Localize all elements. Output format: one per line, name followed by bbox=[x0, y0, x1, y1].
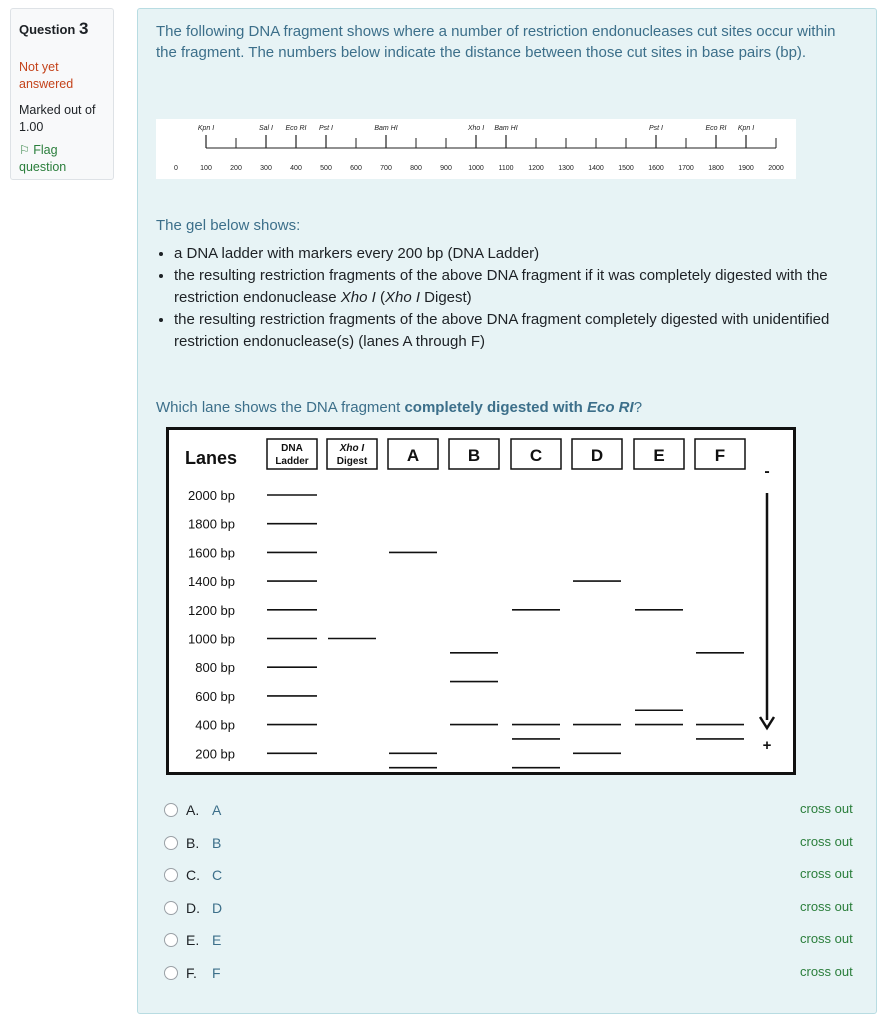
restriction-map-svg bbox=[156, 119, 796, 179]
question-prompt: Which lane shows the DNA fragment completely digested with Eco RI? bbox=[156, 399, 643, 416]
question-grade: Marked out of 1.00 bbox=[19, 103, 96, 134]
bullet-unknown-lanes: • the resulting restriction fragments of the above DNA fragment completely digested with unidentified restriction endonuclease(s) (lanes A through F) bbox=[174, 309, 866, 353]
ladder-label: 600 bp bbox=[195, 688, 235, 704]
lane-header-label: Xho I bbox=[339, 443, 365, 454]
ladder-label: 200 bp bbox=[195, 746, 235, 762]
flag-question-link[interactable]: ⚐ Flag question bbox=[19, 143, 67, 174]
gel-intro bbox=[156, 215, 866, 353]
cross-out-b[interactable]: cross out bbox=[800, 833, 853, 849]
radio-f[interactable] bbox=[164, 966, 178, 980]
map-enzyme-label: Pst I bbox=[648, 125, 664, 132]
gel-svg bbox=[169, 430, 793, 772]
map-scale-label: 0 bbox=[174, 165, 178, 172]
lane-header-label: E bbox=[653, 446, 665, 465]
answer-option-e[interactable]: E. E cross out bbox=[164, 931, 864, 964]
map-scale-label: 2000 bbox=[768, 165, 784, 172]
map-scale-label: 500 bbox=[320, 165, 332, 172]
map-scale-label: 1600 bbox=[648, 165, 664, 172]
map-scale-label: 200 bbox=[230, 165, 242, 172]
map-scale-label: 900 bbox=[440, 165, 452, 172]
map-scale-label: 800 bbox=[410, 165, 422, 172]
gel-diagram bbox=[166, 427, 796, 775]
map-scale-label: 1000 bbox=[468, 165, 484, 172]
cross-out-a[interactable]: cross out bbox=[800, 801, 853, 816]
cross-out-e[interactable]: cross out bbox=[800, 931, 853, 946]
map-scale-label: 1500 bbox=[618, 165, 634, 172]
map-scale-label: 1700 bbox=[678, 165, 694, 172]
question-text: The following DNA fragment shows where a number of restriction endonucleases cut sites occur within the fragment. The numbers below indicate the distance between those cut sites in base pairs (bp). bbox=[156, 23, 836, 61]
lane-header-label: F bbox=[714, 446, 726, 465]
gel-intro-heading: The gel below shows: bbox=[156, 217, 301, 234]
radio-a[interactable] bbox=[164, 803, 178, 817]
map-enzyme-label: Bam HI bbox=[494, 125, 518, 132]
question-state: Not yet answered bbox=[19, 60, 74, 91]
lane-header-label: Digest bbox=[336, 456, 368, 467]
lane-header-label: D bbox=[590, 446, 604, 465]
ladder-label: 1800 bp bbox=[188, 516, 235, 532]
map-scale-label: 300 bbox=[260, 165, 272, 172]
answer-option-c[interactable]: C. C cross out bbox=[164, 866, 864, 899]
ladder-label: 1400 bp bbox=[188, 574, 235, 590]
lane-header-label: B bbox=[467, 446, 481, 465]
map-scale-label: 100 bbox=[200, 165, 212, 172]
gel-description-list bbox=[156, 243, 866, 353]
lane-header-label: DNA bbox=[281, 443, 303, 454]
lane-header-label: Ladder bbox=[275, 456, 309, 467]
radio-e[interactable] bbox=[164, 933, 178, 947]
map-enzyme-label: Eco RI bbox=[705, 125, 727, 132]
map-scale-label: 1100 bbox=[498, 165, 514, 172]
map-enzyme-label: Sal I bbox=[258, 125, 274, 132]
map-enzyme-label: Bam HI bbox=[374, 125, 398, 132]
map-enzyme-label: Eco RI bbox=[285, 125, 307, 132]
map-scale-label: 400 bbox=[290, 165, 302, 172]
flag-icon: ⚐ bbox=[19, 143, 30, 157]
ladder-label: 1200 bp bbox=[188, 602, 235, 618]
radio-c[interactable] bbox=[164, 868, 178, 882]
radio-b[interactable] bbox=[164, 836, 178, 850]
map-enzyme-label: Kpn I bbox=[737, 125, 755, 132]
lane-header-label: A bbox=[406, 446, 420, 465]
map-enzyme-label: Kpn I bbox=[197, 125, 215, 132]
answer-option-d[interactable]: D. D cross out bbox=[164, 899, 864, 932]
answer-option-b[interactable]: B. B cross out bbox=[164, 834, 864, 867]
cross-out-c[interactable]: cross out bbox=[800, 866, 853, 881]
plus-label: + bbox=[762, 737, 772, 754]
map-scale-label: 1300 bbox=[558, 165, 574, 172]
ladder-label: 2000 bp bbox=[188, 488, 235, 503]
radio-d[interactable] bbox=[164, 901, 178, 915]
ladder-label: 800 bp bbox=[195, 660, 235, 676]
map-scale-label: 700 bbox=[380, 165, 392, 172]
ladder-label: 1000 bp bbox=[188, 631, 235, 647]
ladder-label: 1600 bp bbox=[188, 545, 235, 561]
bullet-xho-digest: • the resulting restriction fragments of the above DNA fragment if it was completely digested with the restriction endonuclease Xho I (Xho I Digest) bbox=[174, 265, 866, 309]
answer-option-a[interactable]: A. A cross out bbox=[164, 801, 864, 834]
map-enzyme-label: Pst I bbox=[318, 125, 334, 132]
question-number: Question 3 bbox=[19, 19, 89, 38]
answer-option-f[interactable]: F. F cross out bbox=[164, 964, 864, 997]
cross-out-d[interactable]: cross out bbox=[800, 898, 853, 914]
cross-out-f[interactable]: cross out bbox=[800, 963, 853, 979]
map-scale-label: 600 bbox=[350, 165, 362, 172]
question-content bbox=[137, 8, 877, 1014]
ladder-label: 400 bp bbox=[195, 717, 235, 733]
map-scale-label: 1200 bbox=[528, 165, 544, 172]
bullet-ladder: • a DNA ladder with markers every 200 bp (DNA Ladder) bbox=[174, 243, 866, 265]
gel-lanes-title: Lanes bbox=[185, 448, 238, 468]
minus-label: - bbox=[764, 463, 770, 480]
question-info-panel bbox=[10, 8, 114, 180]
map-scale-label: 1400 bbox=[588, 165, 604, 172]
map-scale-label: 1800 bbox=[708, 165, 724, 172]
answer-options bbox=[164, 801, 864, 996]
restriction-map bbox=[156, 119, 796, 179]
map-enzyme-label: Xho I bbox=[467, 125, 485, 132]
map-scale-label: 1900 bbox=[738, 165, 754, 172]
lane-header-label: C bbox=[529, 446, 543, 465]
